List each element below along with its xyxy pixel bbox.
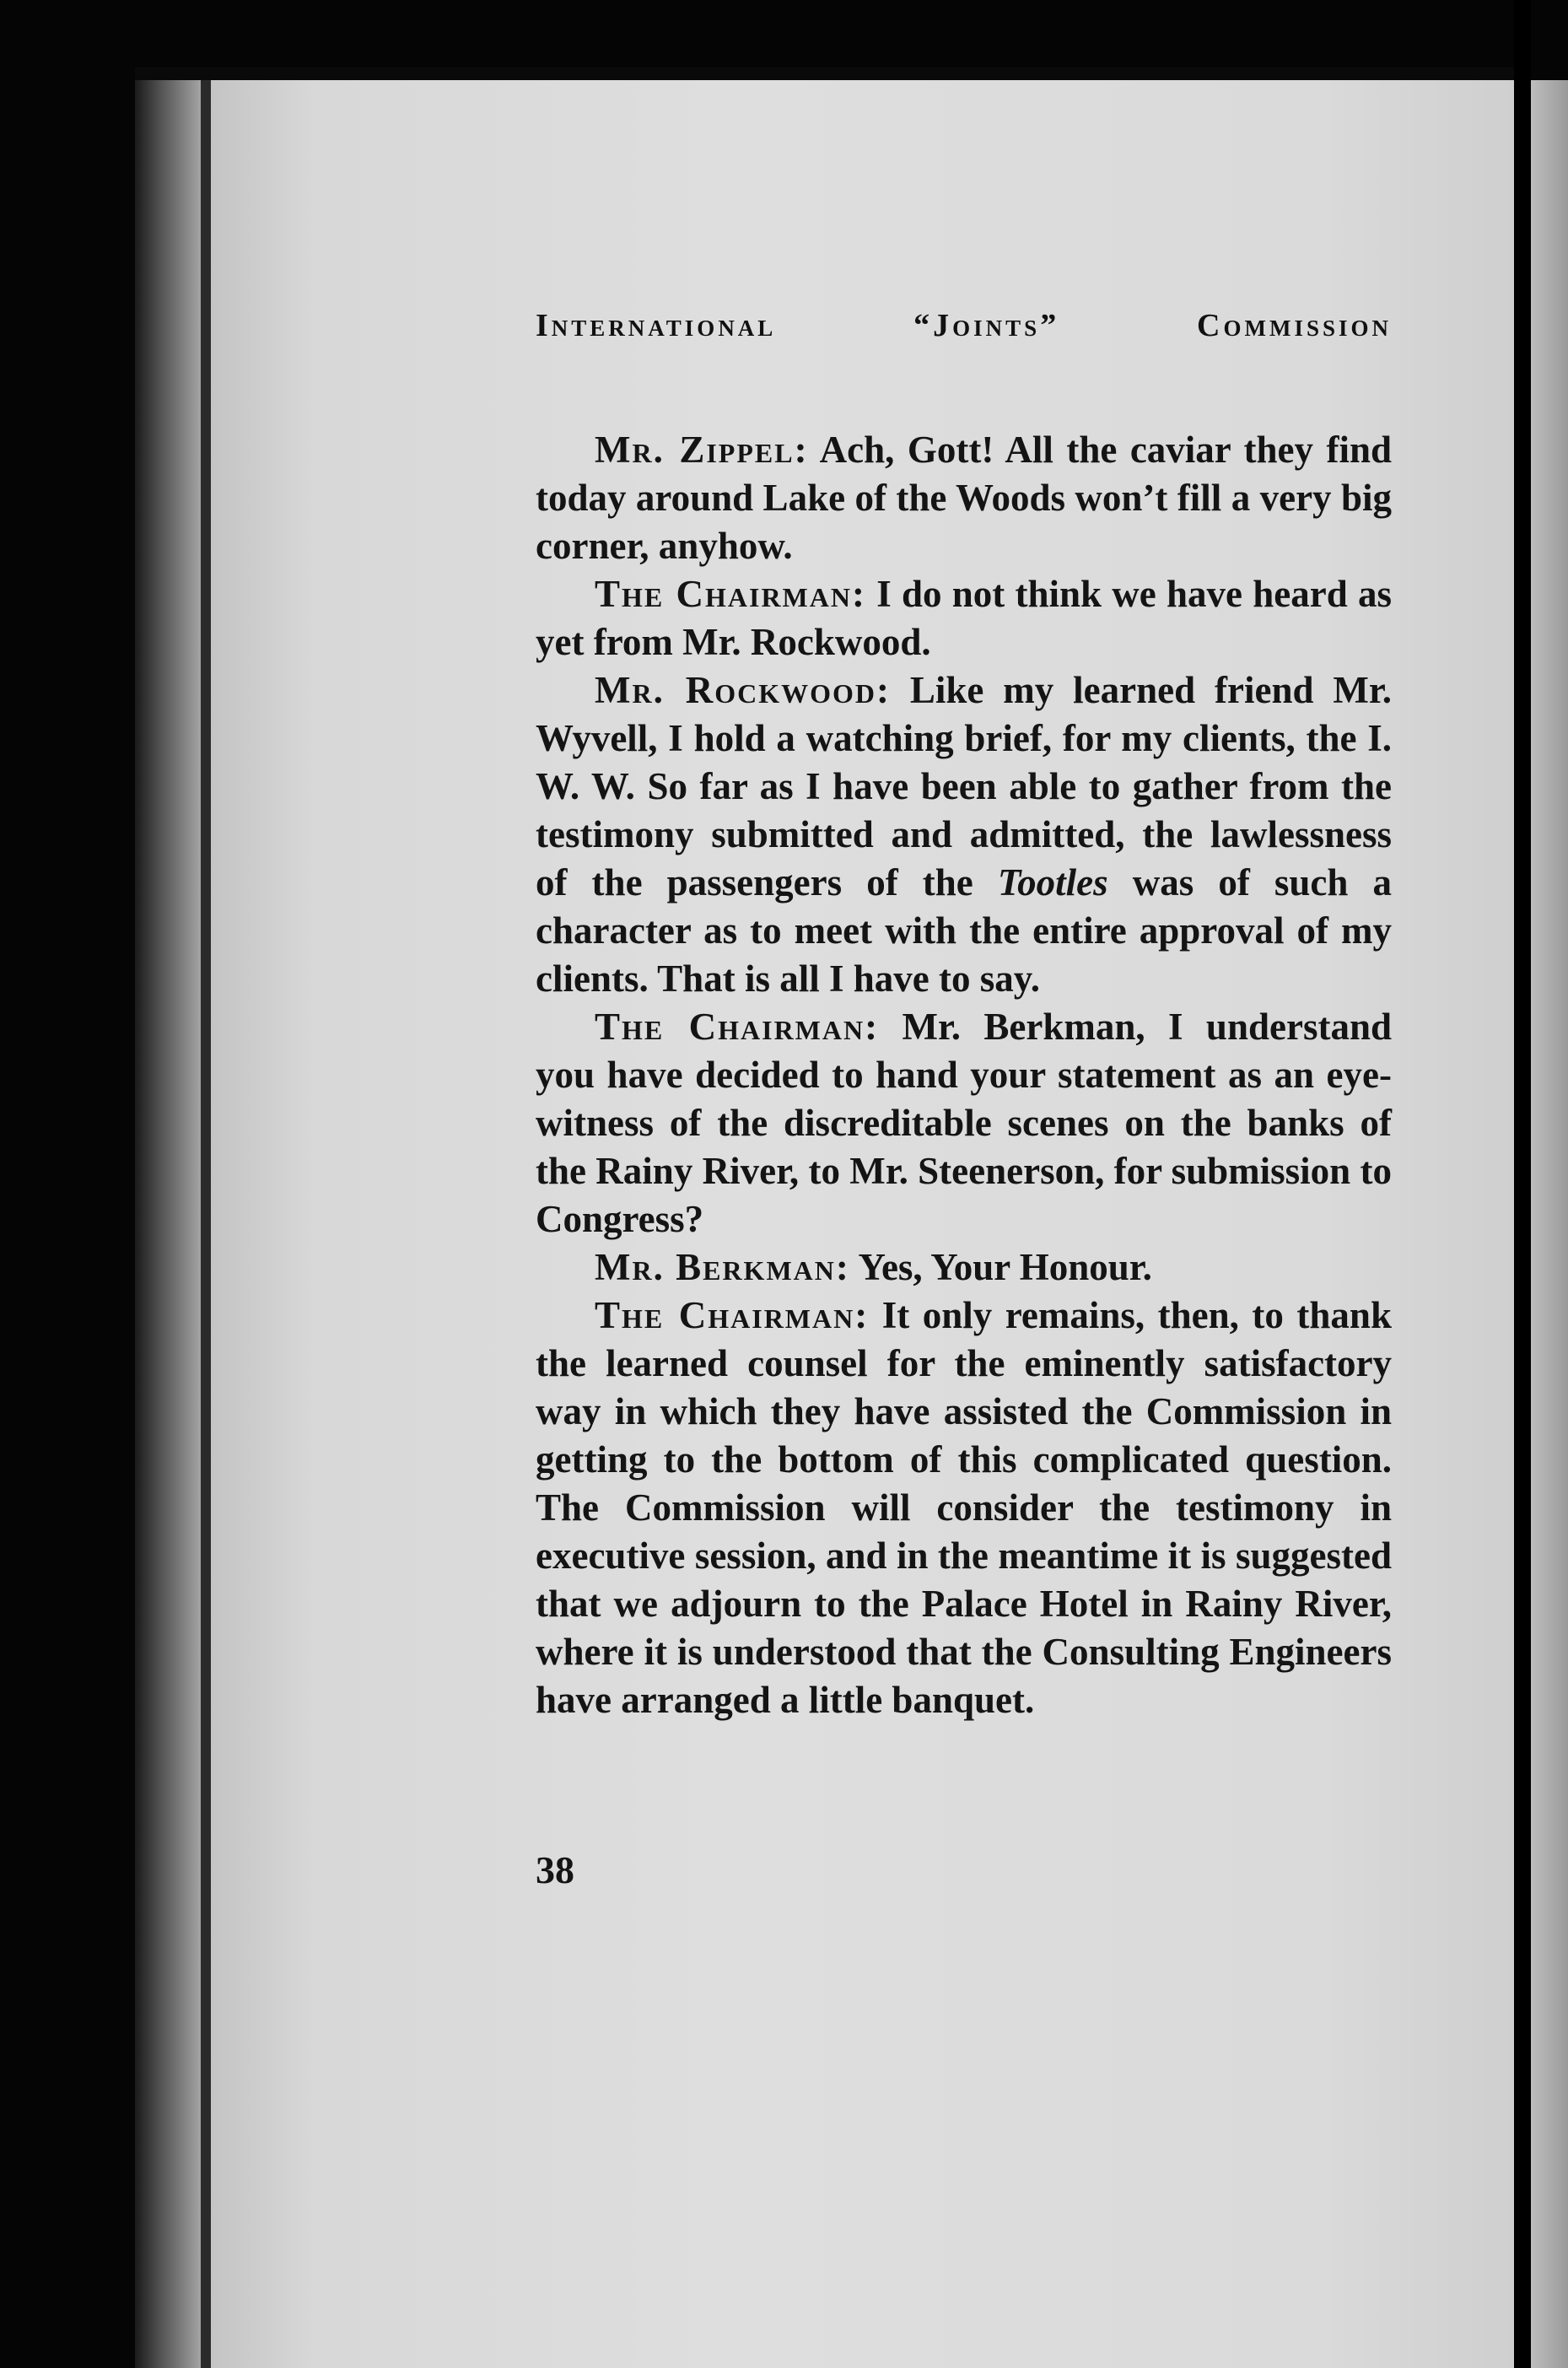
page-gap: [1514, 0, 1531, 2368]
paragraph: [536, 1243, 1392, 1292]
paragraph: [536, 666, 1392, 1003]
page-number: 38: [536, 1848, 574, 1891]
running-head-right: Commission: [1197, 308, 1392, 343]
running-head-center: “Joints”: [913, 308, 1060, 343]
paragraph-text: Ach, Gott! All the caviar they find today around Lake of the Woods won’t fill a very big corner, anyhow.: [536, 429, 1392, 567]
body-text: [536, 426, 1392, 1724]
binding-shadow: [135, 80, 211, 2368]
paragraph: [536, 1292, 1392, 1724]
paragraph: [536, 1003, 1392, 1243]
speaker-label: Mr. Rockwood:: [595, 669, 891, 711]
speaker-label: Mr. Zippel:: [595, 429, 809, 471]
speaker-label: The Chairman:: [595, 1006, 880, 1048]
speaker-label: The Chairman:: [595, 573, 866, 615]
paragraph-text: Like my learned friend Mr. Wyvell, I hold a watching brief, for my clients, the I. W. W. So far as I have been able to gather from the testimony submitted and admitted, the lawlessness of the passengers of the: [536, 669, 1392, 904]
paragraph-text: I do not think we have heard as yet from Mr. Rockwood.: [536, 573, 1393, 663]
paragraph-text: Mr. Berkman, I understand you have decided to hand your statement as an eye-witness of the discreditable scenes on the banks of the Rainy River, to Mr. Steenerson, for submission to Congress?: [536, 1006, 1392, 1240]
paragraph-text: It only remains, then, to thank the learned counsel for the eminently satisfactory way in which they have assisted the Commission in getting to the bottom of this complicated question. The Commission will consider the testimony in executive session, and in the meantime it is suggested that we adjourn to the Palace Hotel in Rainy River, where it is understood that the Consulting Engineers have arranged a little banquet.: [536, 1294, 1392, 1721]
speaker-label: Mr. Berkman:: [595, 1246, 850, 1288]
paragraph-text: Yes, Your Honour.: [849, 1246, 1152, 1288]
running-head-left: International: [536, 308, 777, 343]
ship-name: Tootles: [997, 861, 1108, 904]
adjacent-page-edge: [1531, 80, 1568, 2368]
paragraph-text-continued: was of such a character as to meet with the entire approval of my clients. That is all I have to say.: [536, 861, 1392, 1000]
paragraph: [536, 426, 1392, 570]
speaker-label: The Chairman:: [595, 1294, 870, 1336]
running-head: [536, 307, 1392, 358]
paragraph: [536, 570, 1392, 666]
